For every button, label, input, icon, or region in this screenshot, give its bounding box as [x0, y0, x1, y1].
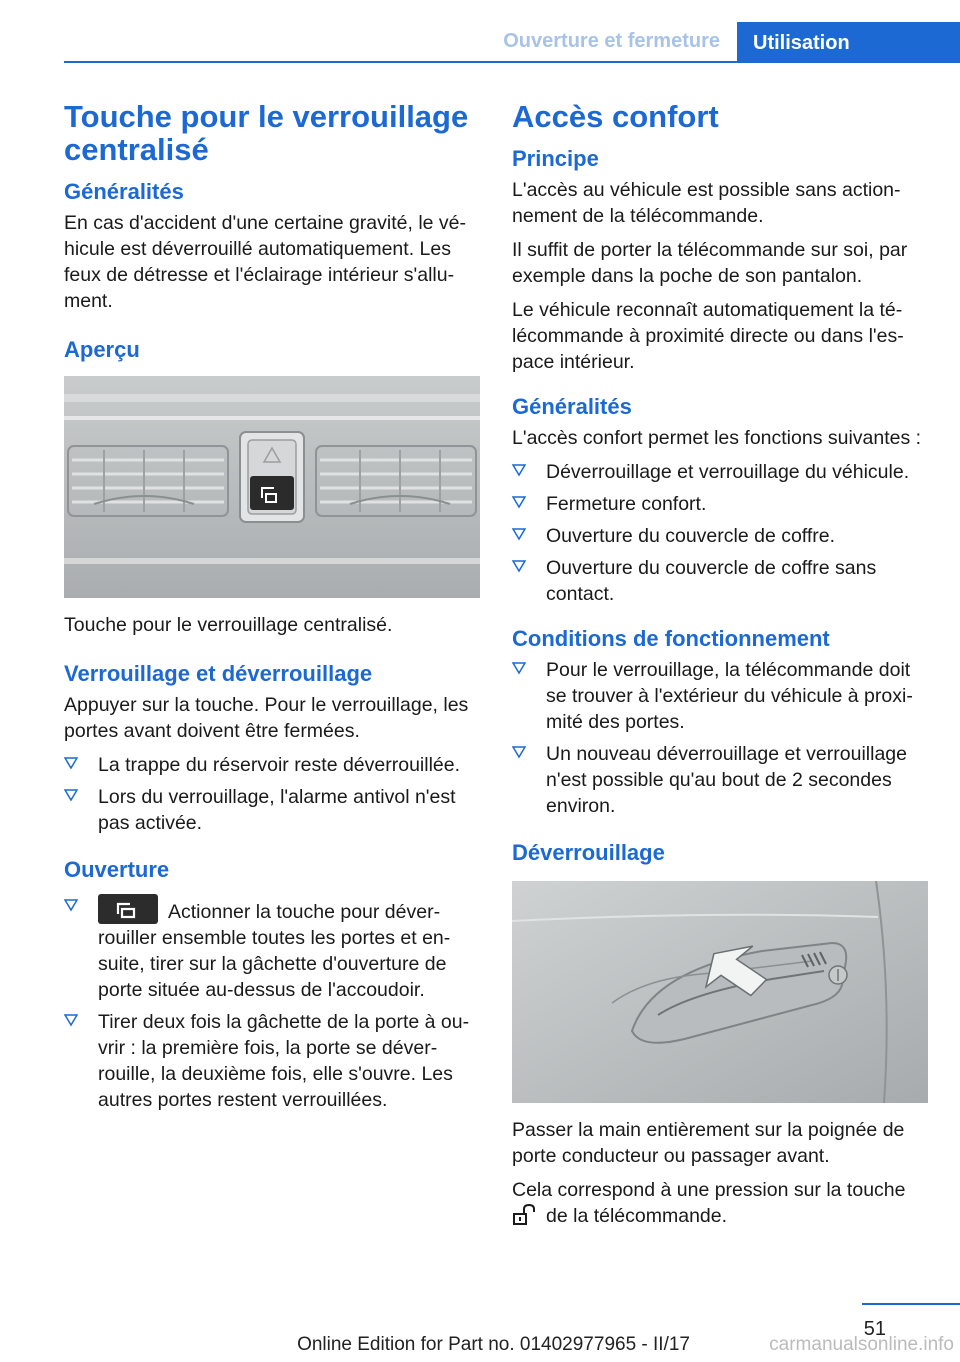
- triangle-bullet-icon: [512, 559, 526, 573]
- list-item-text: Fermeture confort.: [546, 493, 707, 515]
- page-number: 51: [863, 1318, 886, 1340]
- list-item: [512, 459, 928, 485]
- paragraph-principe-2: Il suffit de porter la télécommande sur soi, par exemple dans la poche de son pantalon.: [512, 239, 908, 287]
- list-item: [512, 555, 928, 607]
- list-item: [512, 523, 928, 549]
- triangle-bullet-icon: [64, 756, 78, 770]
- list-item-text: La trappe du réservoir reste déverrouillée.: [98, 754, 461, 776]
- list-item-text: Lors du verrouillage, l'alarme antivol n'est pas activée.: [98, 786, 456, 834]
- list-ouverture: [64, 894, 480, 1113]
- door-unlock-button-icon: [98, 894, 158, 924]
- unlock-equivalent-text-end: de la télécommande.: [546, 1205, 728, 1227]
- list-item-text: Ouverture du couvercle de coffre sans contact.: [546, 557, 877, 605]
- heading-generalites-confort: Généralités: [512, 394, 632, 419]
- heading-deverrouillage: Déverrouillage: [512, 840, 665, 865]
- list-conditions: [512, 657, 928, 819]
- triangle-bullet-icon: [64, 1013, 78, 1027]
- dashboard-vents-illustration: [64, 376, 480, 598]
- list-item: [512, 491, 928, 517]
- triangle-bullet-icon: [64, 788, 78, 802]
- list-item-text: Déverrouillage et verrouillage du véhicule.: [546, 461, 910, 483]
- triangle-bullet-icon: [512, 463, 526, 477]
- list-fonctions: [512, 459, 928, 607]
- figure-door-handle: [512, 881, 928, 1103]
- list-item: [64, 752, 480, 778]
- paragraph-generalites-confort: L'accès confort permet les fonctions suivantes :: [512, 427, 922, 449]
- caption-door-handle: Passer la main entièrement sur la poignée de porte conducteur ou passager avant.: [512, 1119, 905, 1167]
- heading-principe: Principe: [512, 146, 599, 171]
- right-column: [512, 100, 928, 1237]
- footer-rule: [862, 1303, 960, 1305]
- triangle-bullet-icon: [512, 745, 526, 759]
- section-title-comfort-access: Accès confort: [512, 99, 719, 134]
- footer-edition: Online Edition for Part no. 01402977965 - II/17: [297, 1334, 690, 1355]
- heading-generalites: Généralités: [64, 179, 184, 204]
- section-title-central-locking: Touche pour le verrouillage centralisé: [64, 99, 469, 167]
- list-item: [64, 1009, 480, 1113]
- header-rule: [64, 61, 960, 63]
- list-item: [512, 657, 928, 735]
- triangle-bullet-icon: [64, 898, 78, 912]
- list-item-text: Pour le verrouillage, la télécommande doit se trouver à l'extérieur du véhicule à proximité des portes.: [546, 659, 913, 733]
- header-chapter-tab: Utilisation: [737, 22, 960, 63]
- list-item: [64, 894, 480, 1003]
- list-item-text: Tirer deux fois la gâchette de la porte à ouvrir : la première fois, la porte se déverrouille, la deuxième fois, elle s'ouvre. Les autres portes restent verrouillées.: [98, 1011, 470, 1111]
- left-column: [64, 100, 480, 1119]
- paragraph-unlock-equivalent: [512, 1177, 928, 1229]
- heading-conditions: Conditions de fonctionnement: [512, 626, 830, 651]
- page-header: [0, 0, 960, 62]
- list-verrouillage: [64, 752, 480, 836]
- triangle-bullet-icon: [512, 661, 526, 675]
- figure-central-locking-button: [64, 376, 480, 598]
- caption-central-locking: Touche pour le verrouillage centralisé.: [64, 614, 393, 636]
- heading-verrouillage: Verrouillage et déverrouillage: [64, 661, 373, 686]
- list-item-text: Actionner la touche pour déverrouiller ensemble toutes les portes et ensuite, tirer sur la gâchette d'ouverture de porte située au-dessus de l'accoudoir.: [98, 901, 451, 1001]
- header-section-title: Ouverture et fermeture: [503, 30, 720, 52]
- unlock-icon: [512, 1204, 538, 1226]
- list-item-text: Un nouveau déverrouillage et verrouillage n'est possible qu'au bout de 2 secondes environ.: [546, 743, 907, 817]
- door-handle-illustration: [512, 881, 928, 1103]
- paragraph-principe-1: L'accès au véhicule est possible sans actionnement de la télécommande.: [512, 179, 901, 227]
- list-item: [512, 741, 928, 819]
- list-item-text: Ouverture du couvercle de coffre.: [546, 525, 836, 547]
- triangle-bullet-icon: [512, 495, 526, 509]
- unlock-equivalent-text: Cela correspond à une pression sur la touche: [512, 1179, 906, 1201]
- watermark: carmanualsonline.info: [769, 1334, 954, 1355]
- paragraph-principe-3: Le véhicule reconnaît automatiquement la télécommande à proximité directe ou dans l'espace intérieur.: [512, 299, 904, 373]
- heading-apercu: Aperçu: [64, 337, 140, 362]
- list-item: [64, 784, 480, 836]
- triangle-bullet-icon: [512, 527, 526, 541]
- heading-ouverture: Ouverture: [64, 857, 170, 882]
- paragraph-generalites: En cas d'accident d'une certaine gravité, le véhicule est déverrouillé automatiquement. Les feux de détresse et l'éclairage intérieur s'allument.: [64, 212, 467, 312]
- paragraph-verrouillage: Appuyer sur la touche. Pour le verrouillage, les portes avant doivent être fermées.: [64, 694, 469, 742]
